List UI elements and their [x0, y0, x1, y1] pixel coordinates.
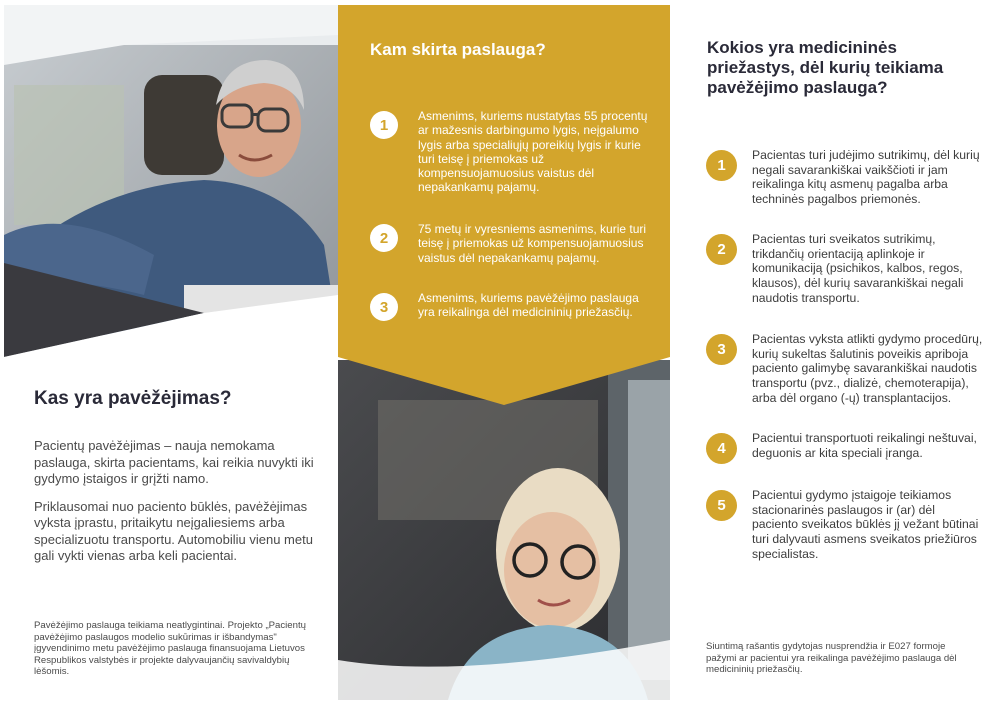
right-footnote: Siuntimą rašantis gydytojas nusprendžia ir E027 formoje pažymi ar pacientui yra reikalinga pavėžėjimo paslauga dėl medicininių priežasčių. [706, 641, 957, 675]
number-badge: 2 [370, 224, 398, 252]
number-badge: 1 [370, 111, 398, 139]
photo-man-in-car [4, 5, 338, 357]
right-heading: Kokios yra medicininės priežastys, dėl kurių teikiama pavėžėjimo paslauga? [707, 38, 944, 97]
middle-item-text: Asmenims, kuriems pavėžėjimo paslauga yra reikalinga dėl medicininių priežasčių. [418, 291, 639, 320]
number-badge: 3 [706, 334, 737, 365]
middle-heading: Kam skirta paslauga? [370, 40, 546, 59]
middle-item-text: 75 metų ir vyresniems asmenims, kurie turi teisę į priemokas už kompensuojamuosius vaistus dėl nepakankamų pajamų. [418, 222, 647, 265]
number-badge: 3 [370, 293, 398, 321]
left-heading: Kas yra pavėžėjimas? [34, 388, 232, 409]
number-badge: 4 [706, 433, 737, 464]
right-item-text: Pacientas turi sveikatos sutrikimų, trikdančių orientaciją aplinkoje ir komunikaciją (psichikos, kalbos, regos, klausos), dėl kurių savarankiškai negali naudotis transportu. [752, 232, 964, 305]
number-badge: 2 [706, 234, 737, 265]
photo-woman-in-car [338, 360, 670, 700]
middle-item-text: Asmenims, kuriems nustatytas 55 procentų ar mažesnis darbingumo lygis, neįgalumo lygis arba specialiųjų poreikių lygis ir kurie turi teisę į priemokas už kompensuojamuosius vaistus dėl nepakankamų pajamų. [418, 109, 648, 195]
left-paragraph: Pacientų pavėžėjimas – nauja nemokama paslauga, skirta pacientams, kai reikia nuvykti iki gydymo įstaigos ir grįžti namo. [34, 438, 314, 486]
left-footnote: Pavėžėjimo paslauga teikiama neatlygintinai. Projekto „Pacientų pavėžėjimo paslaugos modelio sukūrimas ir išbandymas" įgyvendinimo metu pavėžėjimo paslauga finansuojama Lietuvos Respublikos valstybės ir projekte dalyvaujančių savivaldybių lėšomis. [34, 620, 306, 677]
left-body [34, 438, 324, 576]
middle-gold-banner [338, 5, 670, 405]
right-item-text: Pacientui gydymo įstaigoje teikiamos stacionarinės paslaugos ir (ar) dėl paciento sveikatos būklės jį vežant būtinai turi dalyvauti asmens sveikatos priežiūros specialistas. [752, 488, 979, 561]
left-paragraph: Priklausomai nuo paciento būklės, pavėžėjimas vyksta įprastu, pritaikytu neįgaliesiems arba specializuotu transportu. Automobiliu vienu metu gali vykti vienas arba keli pacientai. [34, 498, 313, 563]
right-item-text: Pacientui transportuoti reikalingi neštuvai, deguonis ar kita speciali įranga. [752, 431, 977, 460]
right-item-text: Pacientas vyksta atlikti gydymo procedūrų, kurių sukeltas šalutinis poveikis apriboja paciento galimybę savarankiškai naudotis transportu (pvz., dializė, chemoterapija), arba dėl organo (-ų) transplantacijos. [752, 332, 983, 405]
number-badge: 5 [706, 490, 737, 521]
right-item-text: Pacientas turi judėjimo sutrikimų, dėl kurių negali savarankiškai vaikščioti ir jam reikalinga kitų asmenų pagalba arba techninės pagalbos priemonės. [752, 148, 980, 207]
number-badge: 1 [706, 150, 737, 181]
